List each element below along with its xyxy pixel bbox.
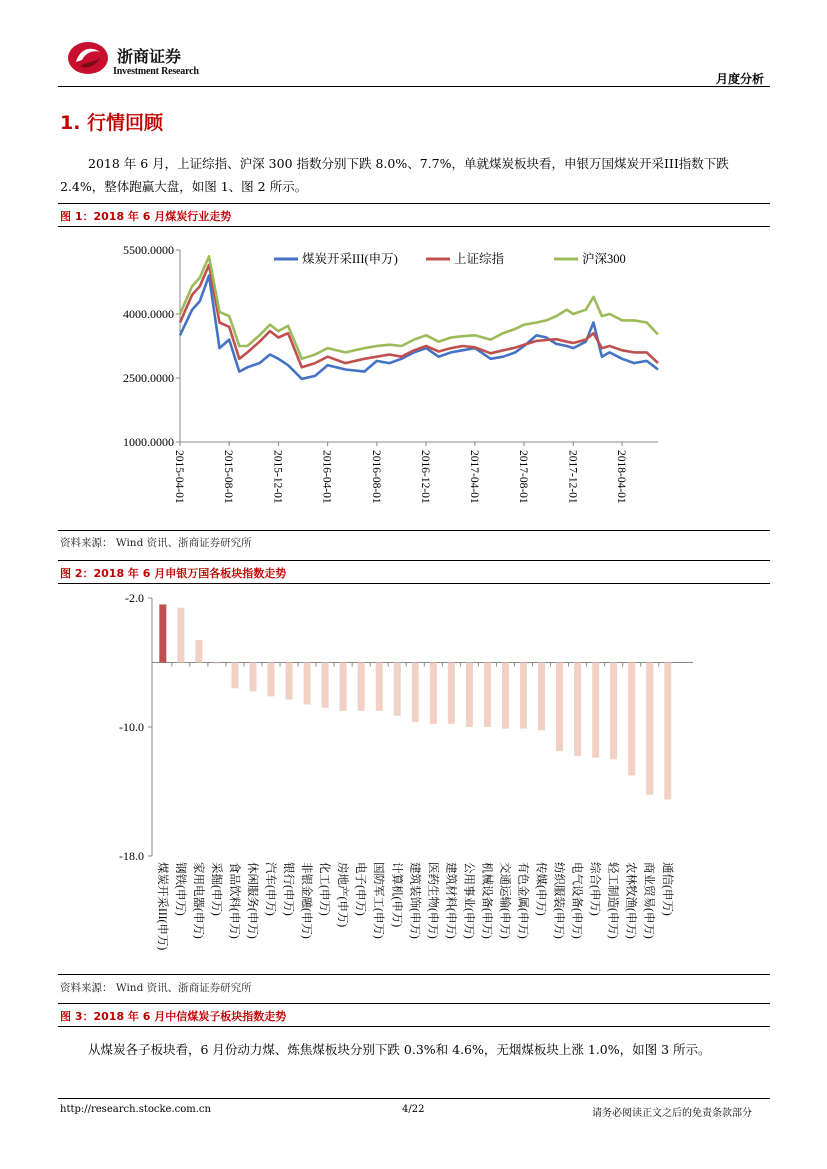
x-tick-label: 钢铁(申万): [173, 862, 186, 916]
header-rule: [58, 86, 770, 87]
bar-13: [394, 663, 401, 716]
logo-emblem-icon: [66, 40, 110, 76]
section-title: 1. 行情回顾: [60, 112, 164, 134]
figure-1-title: 图 1：2018 年 6 月煤炭行业走势: [60, 210, 232, 223]
fig3-top-rule: [58, 1003, 770, 1004]
bar-16: [448, 663, 455, 724]
x-tick-label: 房地产(申万): [336, 862, 349, 928]
company-sub: Investment Research: [113, 66, 199, 77]
x-tick-label: 机械设备(申万): [480, 862, 493, 939]
bar-chart: [58, 585, 770, 970]
x-tick-label: 2015-04-01: [173, 450, 185, 504]
legend-label-1: 上证综指: [454, 252, 505, 266]
x-tick-label: 2017-12-01: [566, 450, 579, 504]
y-tick-label: 4000.0000: [123, 307, 174, 321]
logo: [66, 40, 110, 76]
bar-18: [484, 663, 491, 728]
x-tick-label: 非银金融(申万): [300, 862, 313, 939]
paragraph-1-line-2: 2.4%，整体跑赢大盘，如图 1、图 2 所示。: [60, 179, 308, 194]
x-tick-label: 轻工制造(申万): [606, 862, 619, 939]
bar-6: [268, 663, 275, 697]
bar-8: [304, 663, 311, 705]
bar-9: [322, 663, 329, 708]
figure-2-title: 图 2：2018 年 6 月申银万国各板块指数走势: [60, 567, 287, 580]
x-tick-label: 汽车(申万): [264, 862, 277, 916]
bar-14: [412, 663, 419, 723]
bar-22: [556, 663, 563, 752]
bar-3: [213, 663, 220, 664]
x-tick-label: 通信(申万): [660, 862, 673, 916]
bar-28: [664, 663, 671, 800]
footer-url[interactable]: http://research.stocke.com.cn: [60, 1104, 211, 1115]
x-tick-label: 2016-08-01: [369, 450, 382, 504]
x-tick-label: 2017-08-01: [517, 450, 530, 504]
x-tick-label: 农林牧渔(申万): [624, 862, 637, 939]
x-tick-label: 商业贸易(申万): [642, 862, 655, 939]
x-tick-label: 2015-12-01: [271, 450, 284, 504]
bar-10: [340, 663, 347, 711]
fig2-title-rule: [58, 583, 770, 584]
x-tick-label: 食品饮料(申万): [227, 862, 240, 939]
figure-1-source: 资料来源： Wind 资讯、浙商证券研究所: [60, 537, 252, 549]
bar-24: [592, 663, 599, 758]
x-tick-label: 2017-04-01: [467, 450, 480, 504]
company-name: 浙商证券: [117, 47, 182, 66]
x-tick-label: 交通运输(申万): [498, 862, 511, 939]
x-tick-label: 2018-04-01: [615, 450, 628, 504]
bar-25: [610, 663, 617, 760]
bar-7: [286, 663, 293, 700]
figure-3-title: 图 3：2018 年 6 月中信煤炭子板块指数走势: [60, 1010, 287, 1023]
bar-23: [574, 663, 581, 757]
paragraph-2: 从煤炭各子板块看，6 月份动力煤、炼焦煤板块分别下跌 0.3%和 4.6%，无烟煤板块上涨 1.0%，如图 3 所示。: [88, 1042, 711, 1057]
bar-11: [358, 663, 365, 711]
fig1-top-rule: [58, 203, 770, 204]
page-number: 4/22: [402, 1104, 425, 1115]
y-tick-label: 5500.0000: [123, 243, 174, 257]
paragraph-1-line-1: 2018 年 6 月，上证综指、沪深 300 指数分别下跌 8.0%、7.7%，单就煤炭板块看，申银万国煤炭开采III指数下跌: [88, 156, 729, 171]
bar-12: [376, 663, 383, 711]
fig1-source-rule: [58, 530, 770, 531]
y-tick-label: 1000.0000: [123, 435, 174, 449]
x-tick-label: 医药生物(申万): [426, 862, 439, 939]
x-tick-label: 综合(申万): [588, 862, 601, 916]
x-tick-label: 公用事业(申万): [462, 862, 475, 939]
bar-0: [159, 604, 166, 662]
bar-4: [231, 663, 238, 689]
x-tick-label: 家用电器(申万): [191, 862, 204, 939]
line-chart: [58, 228, 770, 528]
x-tick-label: 电子(申万): [354, 862, 367, 916]
footer-rule: [58, 1098, 770, 1099]
x-tick-label: 煤炭开采III(申万): [155, 862, 168, 951]
footer-disclaimer: 请务必阅读正文之后的免责条款部分: [592, 1108, 752, 1119]
bar-19: [502, 663, 509, 729]
x-tick-label: 化工(申万): [318, 862, 331, 916]
bar-27: [646, 663, 653, 795]
bar-1: [177, 608, 184, 663]
bar-26: [628, 663, 635, 776]
x-tick-label: 传媒(申万): [534, 862, 547, 916]
bar-5: [249, 663, 256, 692]
x-tick-label: 2016-12-01: [419, 450, 432, 504]
x-tick-label: 计算机(申万): [390, 862, 403, 928]
x-tick-label: 休闲服务(申万): [245, 862, 258, 939]
bar-21: [538, 663, 545, 731]
x-tick-label: 建筑材料(申万): [444, 862, 457, 939]
x-tick-label: 纺织服装(申万): [552, 862, 565, 939]
bar-2: [195, 640, 202, 663]
figure-2-source: 资料来源： Wind 资讯、浙商证券研究所: [60, 982, 252, 994]
x-tick-label: 2016-04-01: [320, 450, 333, 504]
fig2-source-rule: [58, 974, 770, 975]
legend-label-2: 沪深300: [582, 252, 626, 266]
series-line-0: [180, 276, 658, 379]
fig3-title-rule: [58, 1026, 770, 1027]
y-tick-label: 2500.0000: [123, 371, 174, 385]
x-tick-label: 电气设备(申万): [570, 862, 583, 939]
bar-15: [430, 663, 437, 724]
y-tick-label: -18.0: [119, 849, 144, 863]
fig1-title-rule: [58, 226, 770, 227]
x-tick-label: 银行(申万): [282, 862, 295, 916]
x-tick-label: 采掘(申万): [209, 862, 222, 916]
fig2-top-rule: [58, 560, 770, 561]
legend-label-0: 煤炭开采III(申万): [302, 252, 398, 266]
y-tick-label: -2.0: [125, 591, 144, 605]
x-tick-label: 有色金属(申万): [516, 862, 529, 939]
bar-20: [520, 663, 527, 729]
x-tick-label: 建筑装饰(申万): [408, 862, 421, 939]
bar-17: [466, 663, 473, 728]
report-type: 月度分析: [716, 72, 765, 86]
y-tick-label: -10.0: [119, 720, 144, 734]
series-line-2: [180, 256, 658, 358]
x-tick-label: 2015-08-01: [222, 450, 235, 504]
x-tick-label: 国防军工(申万): [372, 862, 385, 939]
